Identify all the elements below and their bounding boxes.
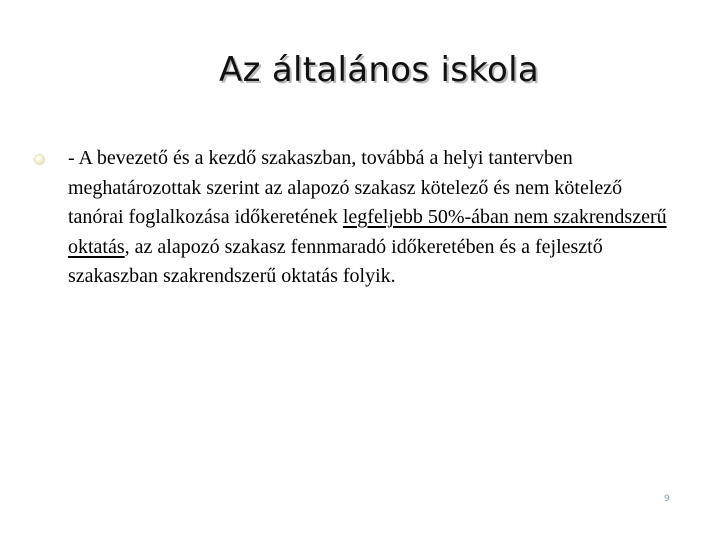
slide-title: Az általános iskola [219, 50, 539, 90]
bullet-text [68, 144, 668, 292]
bullet-text-part1: - A bevezető és a kezdő szakaszban, továbbá a helyi tantervben meghatározottak szerint az alapozó szakasz kötelező és nem kötelező tanórai foglalkozása időkeretének [68, 147, 623, 228]
page-number: 9 [664, 494, 670, 504]
bullet-text-part3: , az alapozó szakasz fennmaradó időkeretében és a fejlesztő szakaszban szakrendszerű oktatás folyik. [68, 235, 603, 287]
bullet-dot-icon [34, 154, 45, 165]
bullet-text-underlined: legfeljebb 50%-ában nem szakrendszerű oktatás [68, 206, 667, 258]
